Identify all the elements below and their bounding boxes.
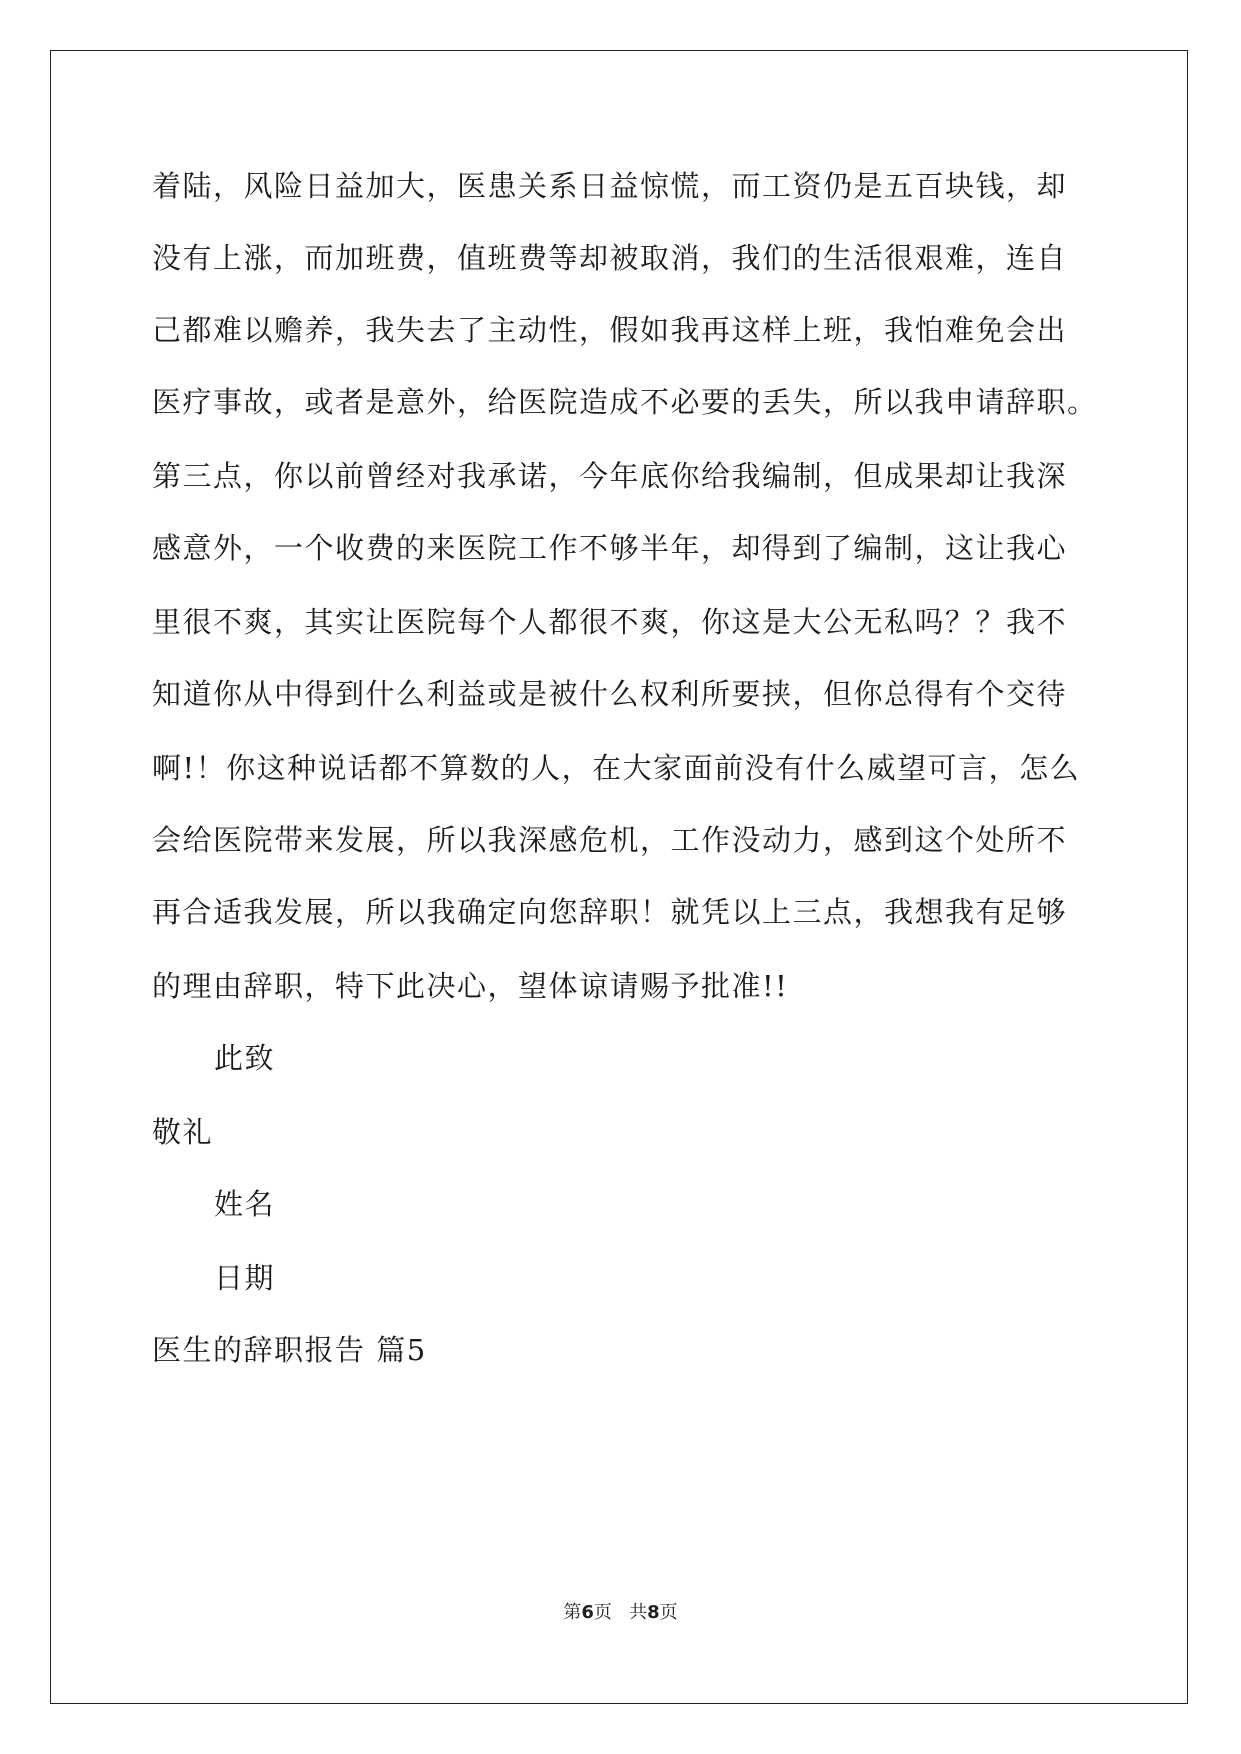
page-footer: [0, 1598, 1241, 1624]
paragraph-line: 会给医院带来发展，所以我深感危机，工作没动力，感到这个处所不: [152, 823, 1068, 857]
paragraph-line: 第三点，你以前曾经对我承诺，今年底你给我编制，但成果却让我深: [152, 459, 1068, 493]
footer-mid: 页 共: [593, 1602, 648, 1623]
footer-prefix: 第: [563, 1602, 582, 1623]
section-heading: 医生的辞职报告 篇5: [152, 1333, 427, 1367]
signature-name: 姓名: [214, 1187, 276, 1221]
signature-date: 日期: [214, 1261, 276, 1295]
paragraph-line: 医疗事故，或者是意外，给医院造成不必要的丢失，所以我申请辞职。: [152, 385, 1098, 419]
paragraph-line: 感意外，一个收费的来医院工作不够半年，却得到了编制，这让我心: [152, 531, 1068, 565]
footer-suffix: 页: [659, 1602, 678, 1623]
paragraph-line: 没有上涨，而加班费，值班费等却被取消，我们的生活很艰难，连自: [152, 241, 1068, 275]
paragraph-line: 再合适我发展，所以我确定向您辞职！就凭以上三点，我想我有足够: [152, 895, 1068, 929]
paragraph-line: 知道你从中得到什么利益或是被什么权利所要挟，但你总得有个交待: [152, 677, 1068, 711]
paragraph-line: 的理由辞职，特下此决心，望体谅请赐予批准!!: [152, 969, 789, 1003]
paragraph-line: 着陆，风险日益加大，医患关系日益惊慌，而工资仍是五百块钱，却: [152, 169, 1068, 203]
closing-phrase: 此致: [214, 1041, 276, 1075]
paragraph-line: 里很不爽，其实让医院每个人都很不爽，你这是大公无私吗？？我不: [152, 605, 1068, 639]
paragraph-line: 啊!！你这种说话都不算数的人，在大家面前没有什么威望可言，怎么: [152, 751, 1081, 785]
page-border: [50, 50, 1188, 1704]
salutation: 敬礼: [152, 1115, 214, 1149]
total-pages-number: 8: [647, 1602, 660, 1623]
paragraph-line: 己都难以赡养，我失去了主动性，假如我再这样上班，我怕难免会出: [152, 313, 1068, 347]
current-page-number: 6: [581, 1602, 594, 1623]
